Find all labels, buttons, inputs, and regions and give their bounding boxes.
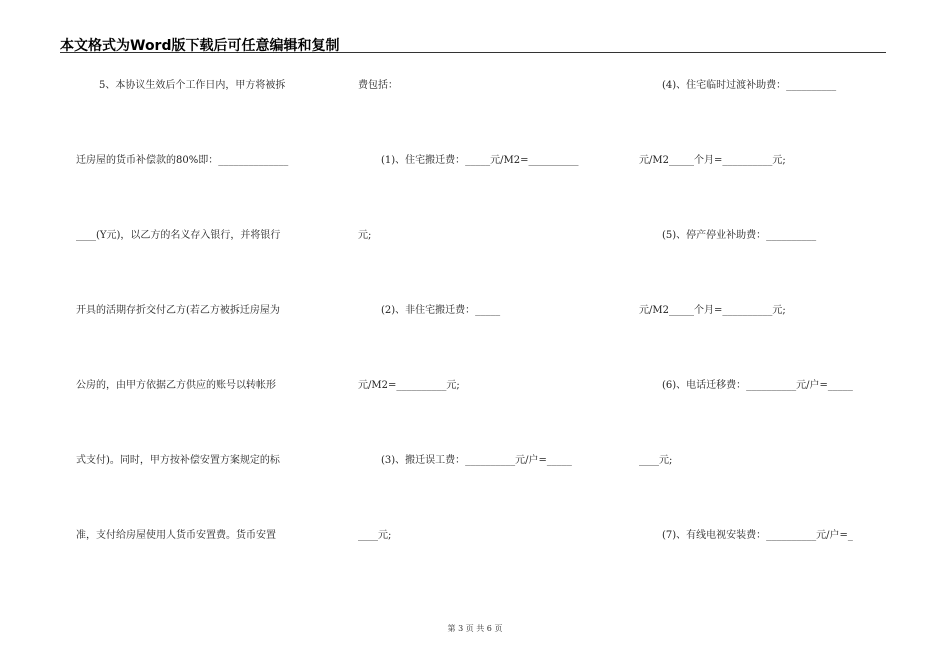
text-line: (6)、电话迁移费：__________元/户=_____ bbox=[662, 380, 853, 391]
text-line: 开具的活期存折交付乙方(若乙方被拆迁房屋为 bbox=[76, 305, 280, 316]
text-line: 5、本协议生效后个工作日内，甲方将被拆 bbox=[99, 80, 286, 91]
text-line: 元; bbox=[358, 230, 372, 241]
text-line: (3)、搬迁误工费：__________元/户=_____ bbox=[381, 455, 572, 466]
text-line: 式支付)。同时，甲方按补偿安置方案规定的标 bbox=[76, 455, 280, 466]
text-line: 元/M2_____个月=__________元; bbox=[639, 305, 786, 316]
text-line: 费包括： bbox=[358, 80, 398, 91]
text-line: (5)、停产停业补助费：__________ bbox=[662, 230, 817, 241]
text-line: 公房的，由甲方依据乙方供应的账号以转帐形 bbox=[76, 380, 276, 391]
text-line: (1)、住宅搬迁费：_____元/M2=__________ bbox=[381, 155, 579, 166]
text-line: ____元; bbox=[639, 455, 673, 466]
text-line: ____元; bbox=[358, 530, 392, 541]
text-line: (7)、有线电视安装费：__________元/户=_ bbox=[662, 530, 853, 541]
text-line: 迁房屋的货币补偿款的80%即：______________ bbox=[76, 155, 289, 166]
text-line: (2)、非住宅搬迁费：_____ bbox=[381, 305, 501, 316]
text-line: 元/M2_____个月=__________元; bbox=[639, 155, 786, 166]
text-line: ____(Y元)，以乙方的名义存入银行，并将银行 bbox=[76, 230, 281, 241]
page-number-footer: 第 3 页 共 6 页 bbox=[447, 624, 503, 633]
text-line: (4)、住宅临时过渡补助费：__________ bbox=[662, 80, 837, 91]
text-line: 准，支付给房屋使用人货币安置费。货币安置 bbox=[76, 530, 276, 541]
document-header-title: 本文格式为Word版下载后可任意编辑和复制 bbox=[60, 38, 340, 54]
text-line: 元/M2=__________元; bbox=[358, 380, 460, 391]
header-divider bbox=[60, 52, 886, 53]
